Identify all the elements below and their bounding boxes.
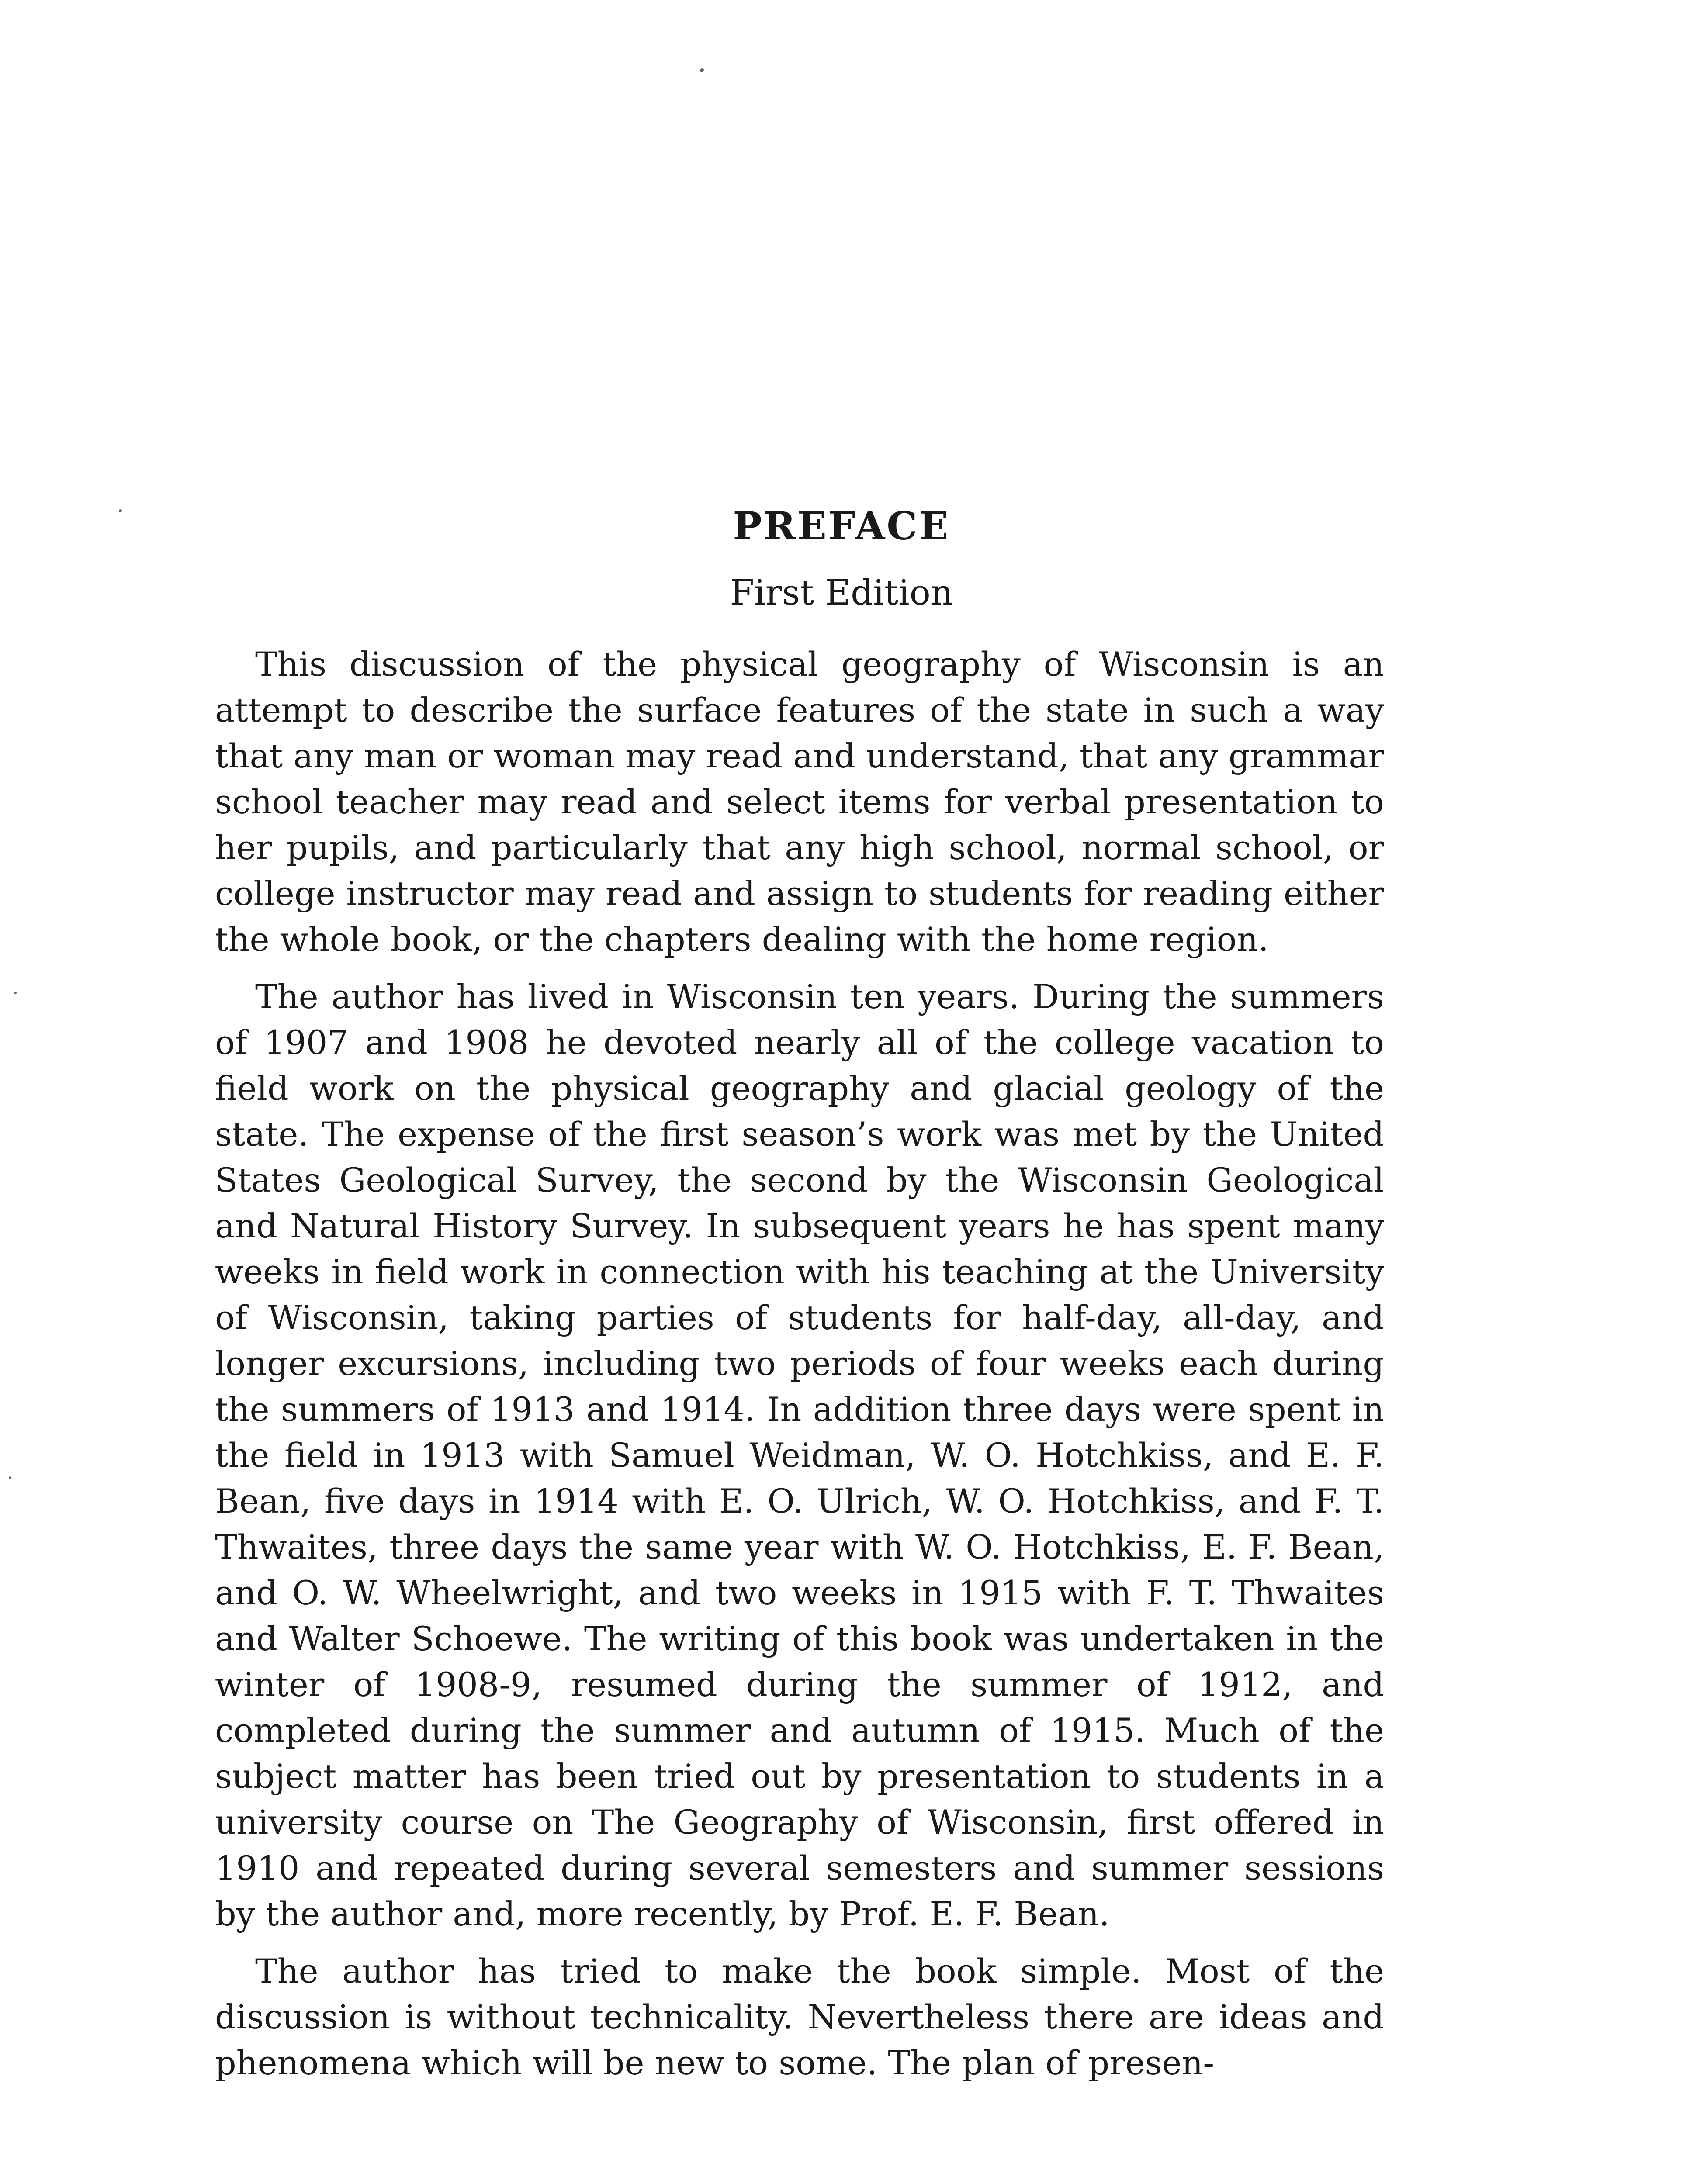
preface-paragraph: The author has lived in Wisconsin ten years. During the summers of 1907 and 1908 he devoted nearly all of the college vacation to field work on the physical geography and glacial geology of the state. The expense of the first season’s work was met by the United States Geological Survey, the second by the Wisconsin Geological and Natural History Survey. In subsequent years he has spent many weeks in field work in connection with his teaching at the University of Wisconsin, taking parties of students for half-day, all-day, and longer excursions, including two periods of four weeks each during the summers of 1913 and 1914. In addition three days were spent in the field in 1913 with Samuel Weidman, W. O. Hotchkiss, and E. F. Bean, five days in 1914 with E. O. Ulrich, W. O. Hotchkiss, and F. T. Thwaites, three days the same year with W. O. Hotchkiss, E. F. Bean, and O. W. Wheelwright, and two weeks in 1915 with F. T. Thwaites and Walter Schoewe. The writing of this book was undertaken in the winter of 1908-9, resumed during the summer of 1912, and completed during the summer and autumn of 1915. Much of the subject matter has been tried out by presentation to students in a university course on The Geography of Wisconsin, first offered in 1910 and repeated during several semesters and summer sessions by the author and, more recently, by Prof. E. F. Bean. <box>215 977 1384 1933</box>
preface-paragraph: This discussion of the physical geography of Wisconsin is an attempt to describe the surface features of the state in such a way that any man or woman may read and understand, that any grammar school teacher may read and select items for verbal presentation to her pupils, and particularly that any high school, normal school, or college instructor may read and assign to students for reading either the whole book, or the chapters dealing with the home region. <box>215 645 1384 959</box>
scan-speck <box>9 1476 11 1479</box>
scan-speck <box>14 992 17 994</box>
page-title: PREFACE <box>733 503 950 549</box>
preface-paragraph: The author has tried to make the book simple. Most of the discussion is without technicality. Nevertheless there are ideas and phenomena which will be new to some. The plan of presen- <box>215 1952 1384 2082</box>
scan-speck <box>700 68 704 72</box>
preface-body <box>215 641 1384 2097</box>
page-subtitle: First Edition <box>730 572 953 613</box>
